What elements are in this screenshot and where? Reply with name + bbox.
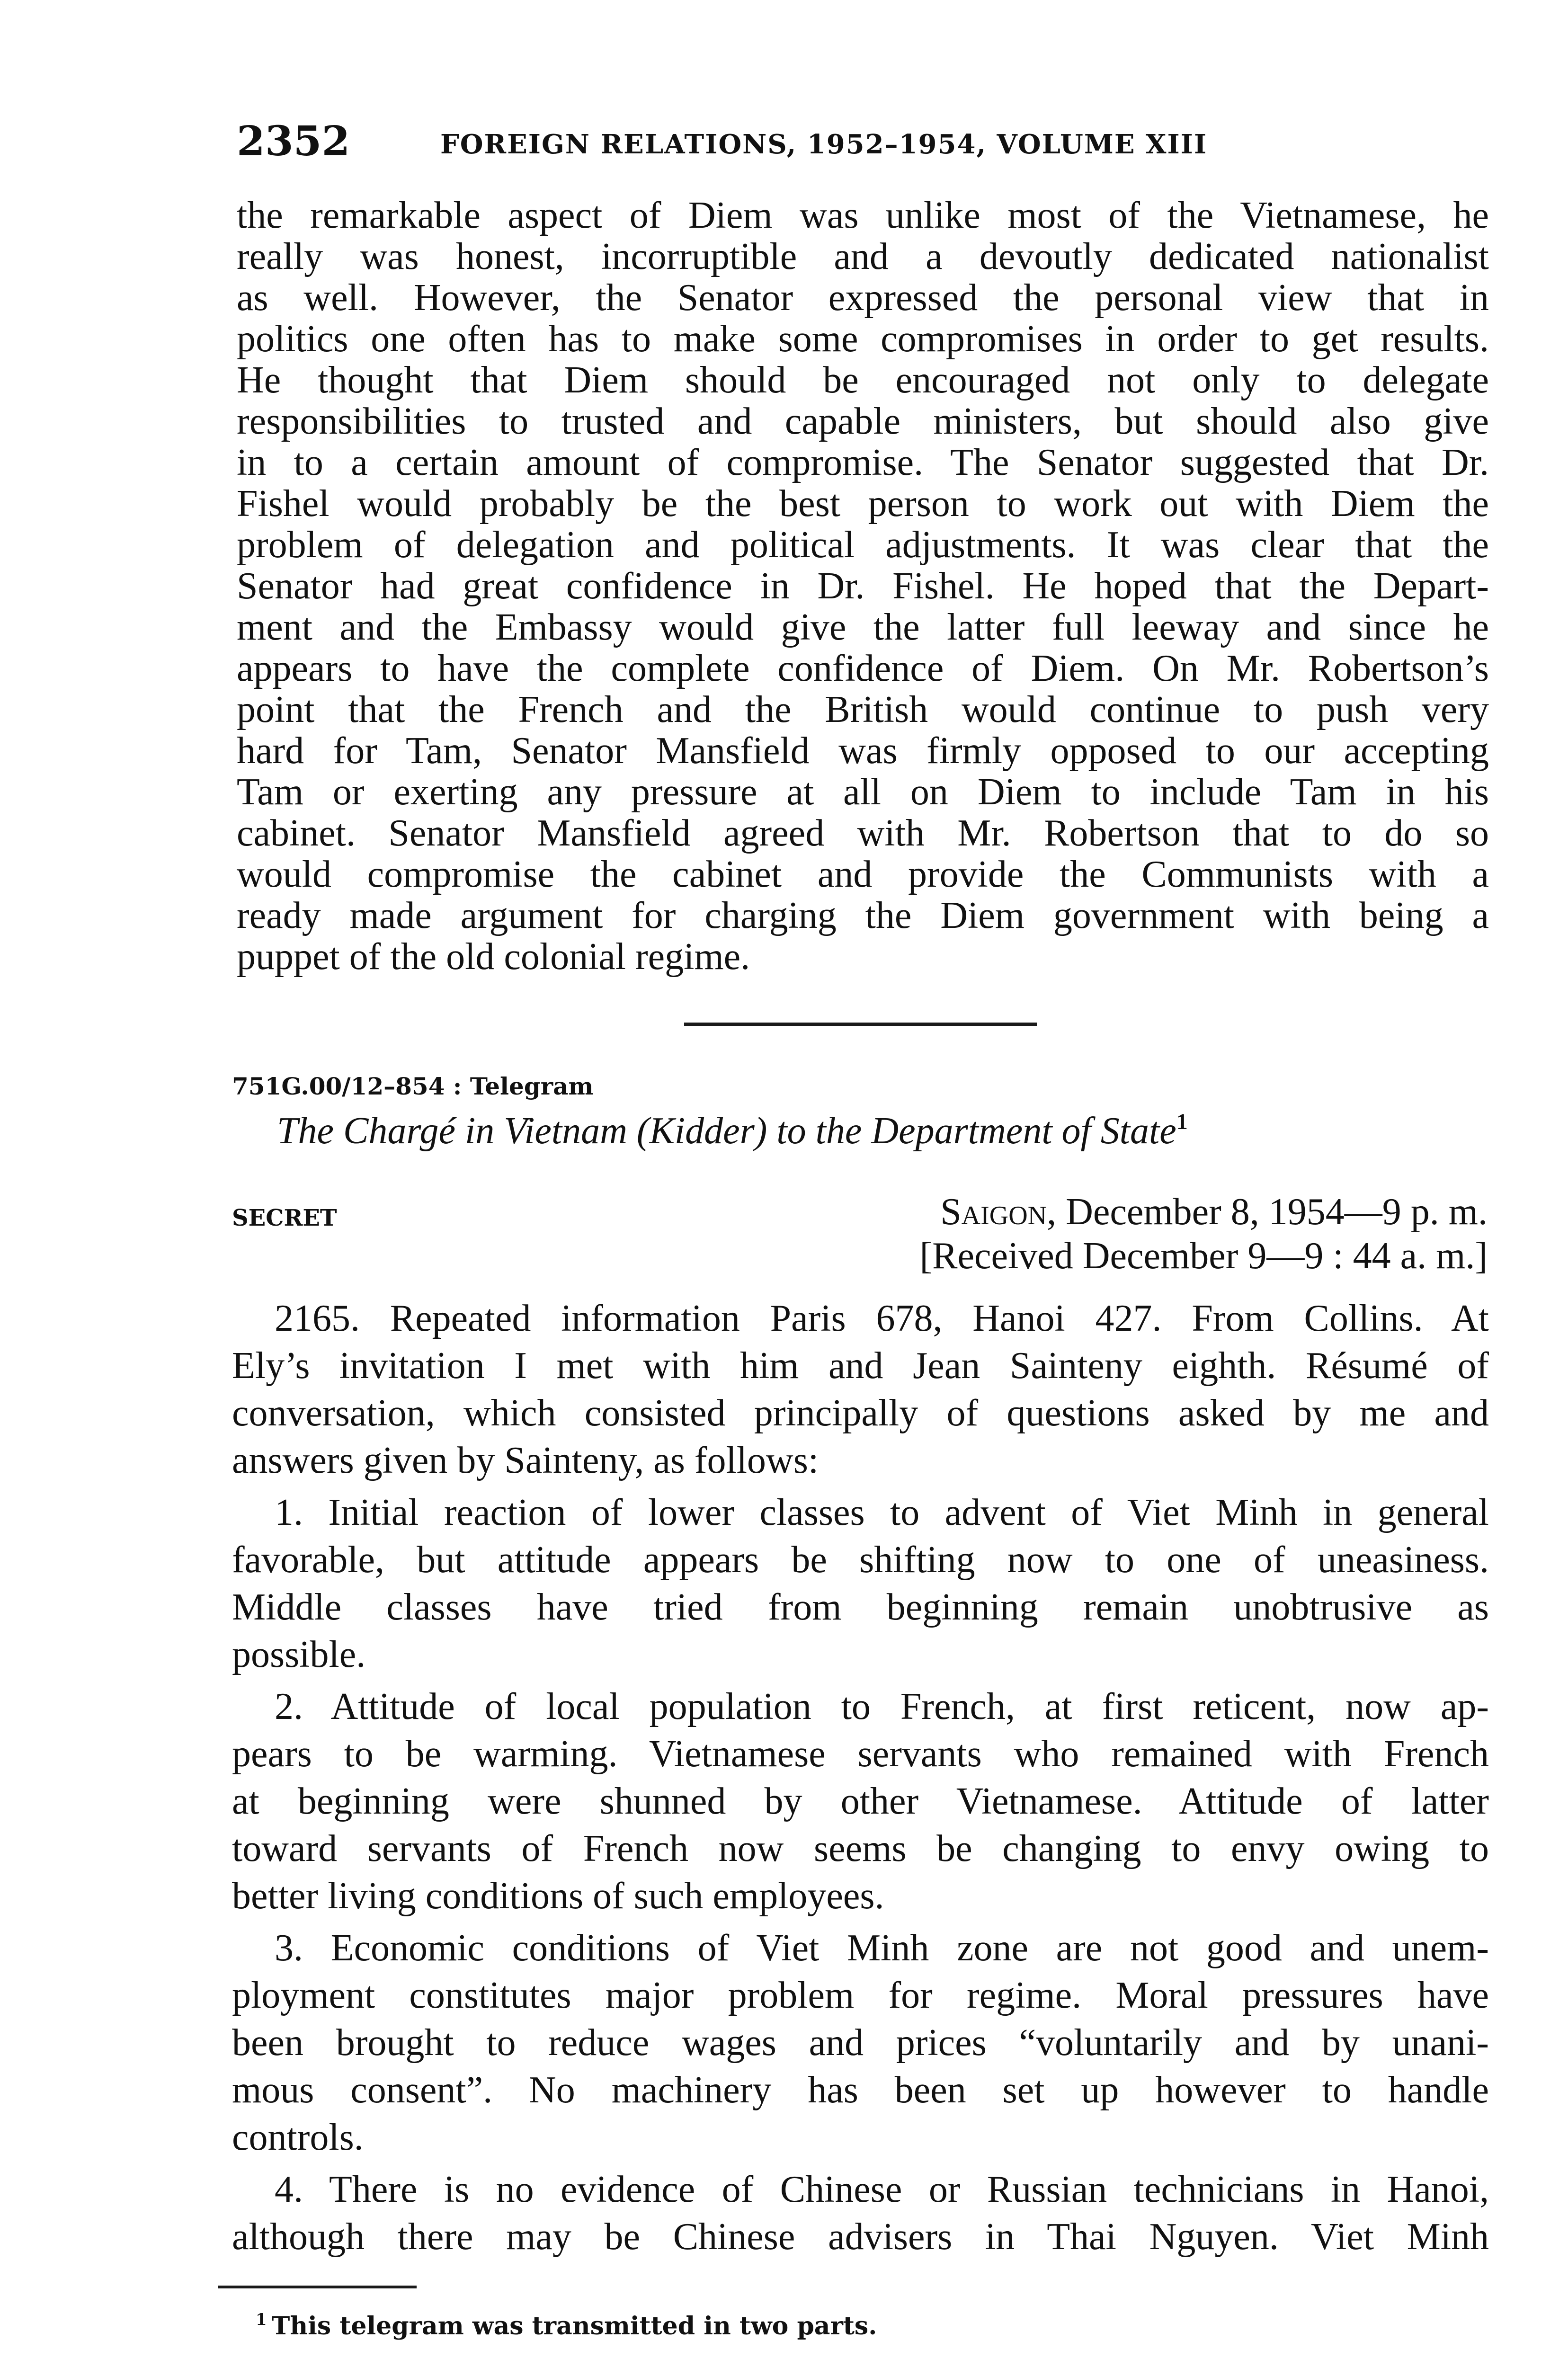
dateline-city: Saigon [940,1191,1047,1233]
document-title [277,1109,1188,1153]
text-line: problem of delegation and political adjustments. It was clear that the [237,524,1489,566]
footnote-divider [218,2286,417,2288]
text-line: politics one often has to make some compromises in order to get results. [237,318,1489,360]
text-line: although there may be Chinese advisers in Thai Nguyen. Viet Minh [232,2216,1489,2258]
section-divider [684,1023,1037,1026]
text-line: responsibilities to trusted and capable ministers, but should also give [237,400,1489,442]
text-line: conversation, which consisted principally of questions asked by me and [232,1392,1489,1434]
text-line: puppet of the old colonial regime. [237,936,750,978]
footnote-reference: 1 [1176,1109,1188,1134]
file-number: 751G.00/12–854 : Telegram [232,1072,594,1100]
text-line: favorable, but attitude appears be shifting now to one of uneasiness. [232,1539,1489,1581]
text-line: controls. [232,2117,364,2158]
text-line: appears to have the complete confidence of Diem. On Mr. Robertson’s [237,648,1489,689]
text-line: Senator had great confidence in Dr. Fishel. He hoped that the Depart- [237,565,1489,607]
text-line: really was honest, incorruptible and a devoutly dedicated nationalist [237,236,1489,277]
text-line: Tam or exerting any pressure at all on Diem to include Tam in his [237,771,1489,813]
classification-label: SECRET [232,1205,337,1231]
text-line: would compromise the cabinet and provide the Communists with a [237,854,1489,895]
text-line: in to a certain amount of compromise. The Senator suggested that Dr. [237,442,1489,483]
text-line: 2. Attitude of local population to French, at first reticent, now ap- [275,1686,1489,1727]
footnote-text: This telegram was transmitted in two parts. [271,2312,877,2340]
text-line: Middle classes have tried from beginning remain unobtrusive as [232,1586,1489,1628]
text-line: Ely’s invitation I met with him and Jean Sainteny eighth. Résumé of [232,1345,1489,1387]
text-line: ment and the Embassy would give the latter full leeway and since he [237,606,1489,648]
footnote [256,2310,877,2340]
text-line: 3. Economic conditions of Viet Minh zone are not good and unem- [275,1927,1489,1969]
text-line: the remarkable aspect of Diem was unlike most of the Vietnamese, he [237,195,1489,236]
text-line: hard for Tam, Senator Mansfield was firmly opposed to our accepting [237,730,1489,772]
text-line: possible. [232,1634,366,1675]
text-line: mous consent”. No machinery has been set up however to handle [232,2069,1489,2111]
text-line: 2165. Repeated information Paris 678, Hanoi 427. From Collins. At [275,1298,1489,1339]
series-title: FOREIGN RELATIONS, 1952–1954, VOLUME XIII [440,129,1208,160]
received-line: [Received December 9—9 : 44 a. m.] [919,1235,1488,1277]
text-line: at beginning were shunned by other Vietnamese. Attitude of latter [232,1780,1489,1822]
text-line: better living conditions of such employees. [232,1875,884,1917]
dateline [940,1191,1488,1234]
document-title-text: The Chargé in Vietnam (Kidder) to the Department of State [277,1110,1176,1152]
text-line: point that the French and the British would continue to push very [237,689,1489,730]
running-head [237,117,1515,169]
text-line: pears to be warming. Vietnamese servants who remained with French [232,1733,1489,1775]
text-line: answers given by Sainteny, as follows: [232,1440,819,1481]
dateline-date: , December 8, 1954—9 p. m. [1047,1191,1488,1233]
text-line: ready made argument for charging the Diem government with being a [237,895,1489,936]
footnote-mark: 1 [256,2310,267,2329]
text-line: cabinet. Senator Mansfield agreed with Mr. Robertson that to do so [237,812,1489,854]
text-line: He thought that Diem should be encouraged not only to delegate [237,359,1489,401]
text-line: ployment constitutes major problem for regime. Moral pressures have [232,1975,1489,2016]
text-line: toward servants of French now seems be changing to envy owing to [232,1828,1489,1869]
page-number: 2352 [237,117,350,165]
text-line: 1. Initial reaction of lower classes to advent of Viet Minh in general [275,1492,1489,1533]
text-line: Fishel would probably be the best person to work out with Diem the [237,483,1489,525]
text-line: as well. However, the Senator expressed the personal view that in [237,277,1489,319]
text-line: been brought to reduce wages and prices “voluntarily and by unani- [232,2022,1489,2064]
text-line: 4. There is no evidence of Chinese or Russian technicians in Hanoi, [275,2169,1489,2210]
